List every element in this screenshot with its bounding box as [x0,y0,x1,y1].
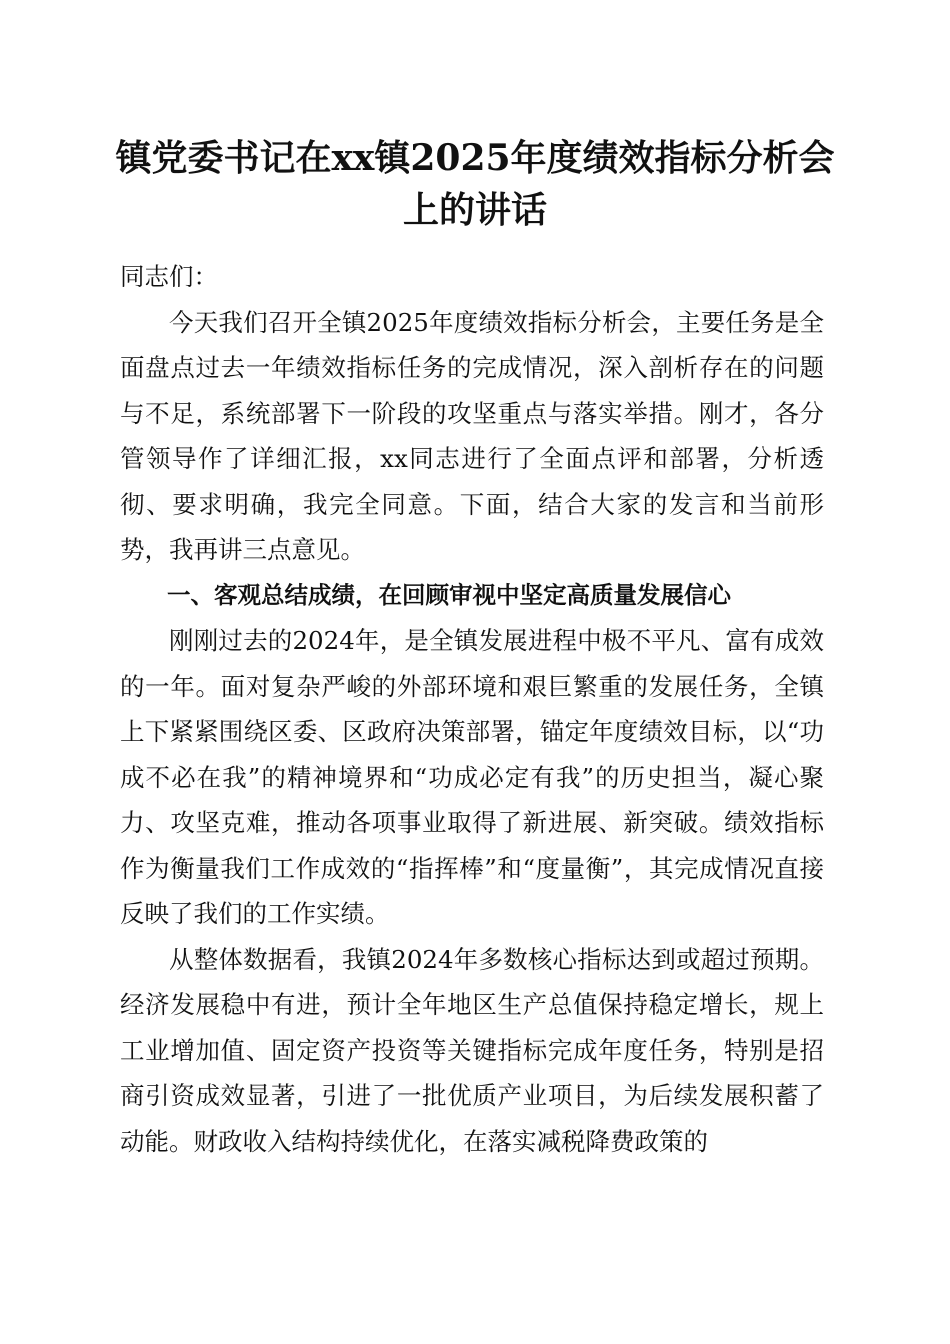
document-body [120,254,824,1164]
salutation: 同志们： [120,262,218,291]
paragraph-2: 从整体数据看，我镇2024年多数核心指标达到或超过预期。经济发展稳中有进，预计全年地区生产总值保持稳定增长，规上工业增加值、固定资产投资等关键指标完成年度任务，特别是招商引资成效显著，引进了一批优质产业项目，为后续发展积蓄了动能。财政收入结构持续优化，在落实减税降费政策的 [120,944,824,1156]
section-heading-1: 一、客观总结成绩，在回顾审视中坚定高质量发展信心 [167,580,731,609]
paragraph-intro: 今天我们召开全镇2025年度绩效指标分析会，主要任务是全面盘点过去一年绩效指标任务的完成情况，深入剖析存在的问题与不足，系统部署下一阶段的攻坚重点与落实举措。刚才，各分管领导作了详细汇报，xx同志进行了全面点评和部署，分析透彻、要求明确，我完全同意。下面，结合大家的发言和当前形势，我再讲三点意见。 [120,307,824,564]
paragraph-1: 刚刚过去的2024年，是全镇发展进程中极不平凡、富有成效的一年。面对复杂严峻的外部环境和艰巨繁重的发展任务，全镇上下紧紧围绕区委、区政府决策部署，锚定年度绩效目标，以“功成不必在我”的精神境界和“功成必定有我”的历史担当，凝心聚力、攻坚克难，推动各项事业取得了新进展、新突破。绩效指标作为衡量我们工作成效的“指挥棒”和“度量衡”，其完成情况直接反映了我们的工作实绩。 [120,626,824,928]
document-title: 镇党委书记在xx镇2025年度绩效指标分析会上的讲话 [115,137,835,231]
